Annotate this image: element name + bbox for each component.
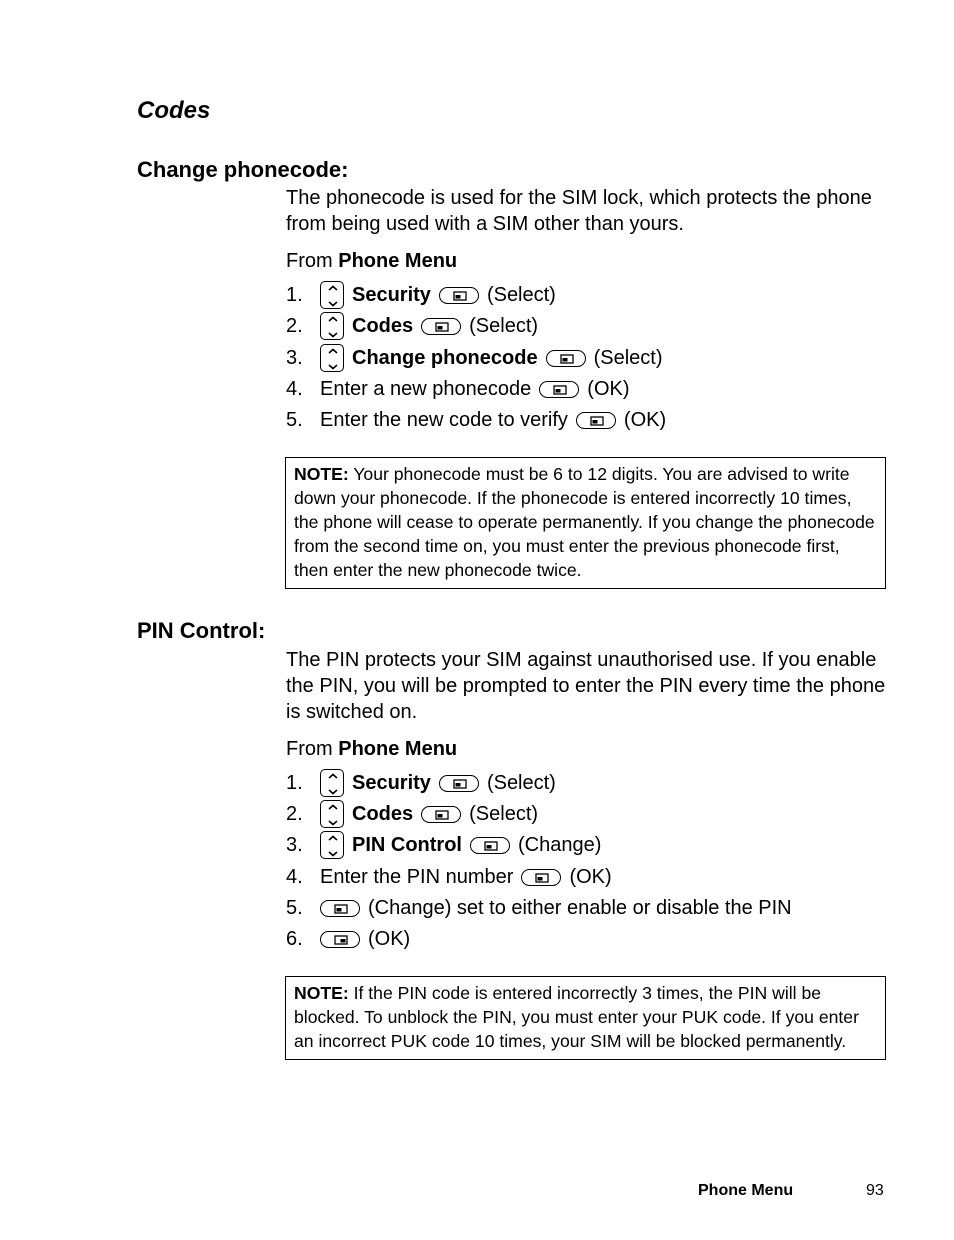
step-number: 2.	[286, 314, 303, 337]
menu-item-name: Codes	[352, 314, 414, 337]
from-menu-name: Phone Menu	[338, 738, 458, 760]
step-number: 5.	[286, 896, 303, 919]
note-label: NOTE:	[294, 983, 349, 1003]
step-action: (OK)	[569, 865, 612, 888]
right-soft-key-icon	[320, 931, 360, 948]
page-number: 93	[866, 1182, 884, 1199]
step-action: (Select)	[469, 802, 539, 825]
step-item	[286, 800, 538, 828]
step-number: 2.	[286, 802, 303, 825]
step-item	[286, 344, 662, 372]
note-text: Your phonecode must be 6 to 12 digits. You are advised to write down your phonecode. If the phonecode is entered incorrectly 10 times, the phone will cease to operate permanently. If you change the phonecode from the second time on, you must enter the previous phonecode first, then enter the new phonecode twice.	[294, 464, 875, 580]
navigation-key-icon	[320, 312, 344, 340]
section-heading-pin-control: PIN Control:	[137, 618, 266, 643]
step-number: 6.	[286, 927, 303, 950]
step-action: (OK)	[587, 377, 630, 400]
left-soft-key-icon	[439, 287, 479, 304]
from-menu-name: Phone Menu	[338, 250, 458, 272]
note-text: If the PIN code is entered incorrectly 3 times, the PIN will be blocked. To unblock the PIN, you must enter your PUK code. If you enter an incorrect PUK code 10 times, your SIM will be blocked permanently.	[294, 983, 859, 1051]
menu-item-name: Security	[352, 283, 431, 306]
step-text: Enter a new phonecode	[320, 377, 532, 400]
step-number: 5.	[286, 408, 303, 431]
left-soft-key-icon	[421, 318, 461, 335]
section-description: The PIN protects your SIM against unauthorised use. If you enable the PIN, you will be prompted to enter the PIN every time the phone is switched on.	[286, 649, 886, 723]
note-box	[285, 457, 886, 589]
left-soft-key-icon	[470, 837, 510, 854]
menu-item-name: Security	[352, 771, 431, 794]
step-item	[286, 769, 556, 797]
step-item	[286, 375, 630, 403]
navigation-key-icon	[320, 344, 344, 372]
step-item	[286, 281, 556, 309]
left-soft-key-icon	[320, 900, 360, 917]
step-number: 4.	[286, 377, 303, 400]
page-title: Codes	[137, 97, 211, 124]
step-item	[286, 894, 792, 922]
step-text: Enter the new code to verify	[320, 408, 568, 431]
step-number: 3.	[286, 833, 303, 856]
navigation-key-icon	[320, 769, 344, 797]
step-action: (Change)	[518, 833, 602, 856]
left-soft-key-icon	[546, 350, 586, 367]
step-item	[286, 863, 612, 891]
step-action: (OK)	[623, 408, 667, 431]
menu-item-name: Codes	[352, 802, 414, 825]
step-item	[286, 925, 410, 953]
from-menu-line	[286, 250, 457, 273]
step-item	[286, 312, 538, 340]
step-number: 4.	[286, 865, 303, 888]
menu-item-name: PIN Control	[352, 833, 462, 856]
navigation-key-icon	[320, 800, 344, 828]
navigation-key-icon	[320, 831, 344, 859]
section-description: The phonecode is used for the SIM lock, which protects the phone from being used with a SIM other than yours.	[286, 187, 872, 235]
step-text: Enter the PIN number	[320, 865, 514, 888]
step-number: 3.	[286, 346, 303, 369]
note-label: NOTE:	[294, 464, 349, 484]
left-soft-key-icon	[521, 869, 561, 886]
step-number: 1.	[286, 771, 303, 794]
from-prefix: From	[286, 738, 333, 760]
step-item	[286, 406, 666, 434]
left-soft-key-icon	[539, 381, 579, 398]
left-soft-key-icon	[576, 412, 616, 429]
step-action: (Select)	[593, 346, 663, 369]
step-number: 1.	[286, 283, 303, 306]
footer-section-label: Phone Menu	[698, 1182, 794, 1199]
left-soft-key-icon	[439, 775, 479, 792]
left-soft-key-icon	[421, 806, 461, 823]
section-heading-change-phonecode: Change phonecode:	[137, 157, 349, 182]
from-menu-line	[286, 738, 457, 761]
step-action: (Change) set to either enable or disable the PIN	[368, 896, 792, 919]
step-action: (Select)	[486, 283, 556, 306]
step-action: (OK)	[368, 927, 411, 950]
step-item	[286, 831, 601, 859]
navigation-key-icon	[320, 281, 344, 309]
menu-item-name: Change phonecode	[352, 346, 538, 369]
step-action: (Select)	[469, 314, 539, 337]
from-prefix: From	[286, 250, 333, 272]
note-box	[285, 976, 886, 1060]
step-action: (Select)	[486, 771, 556, 794]
